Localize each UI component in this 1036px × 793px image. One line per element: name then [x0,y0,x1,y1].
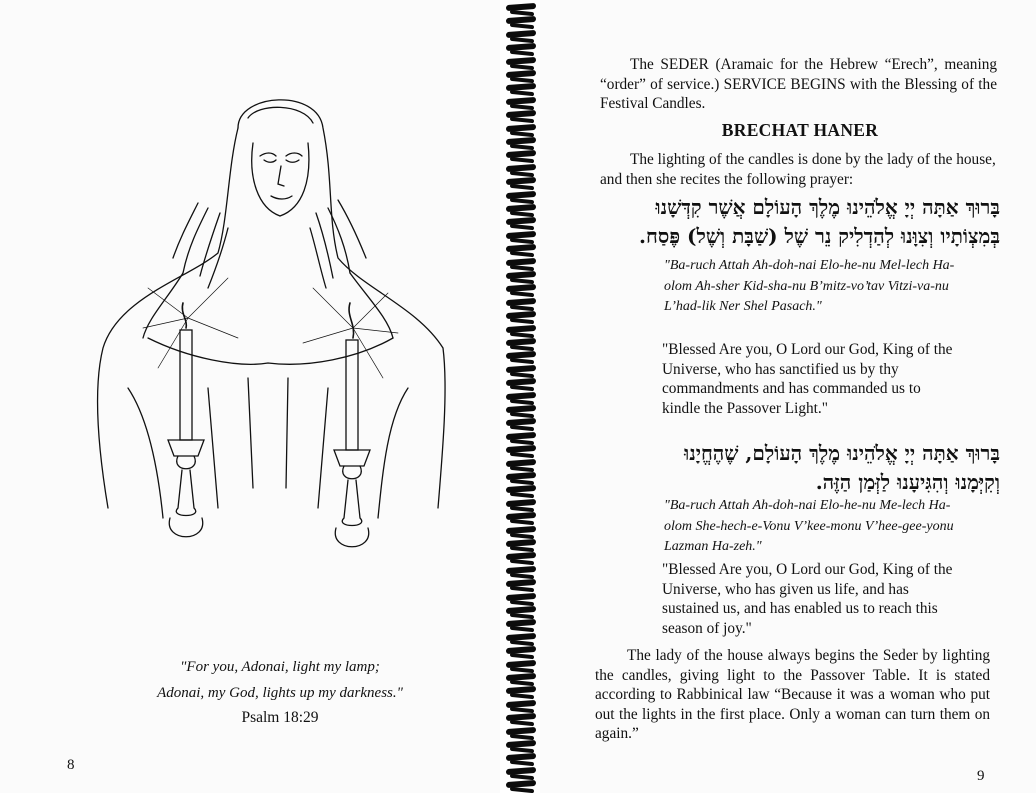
binding-coil [510,331,534,338]
page-number-left: 8 [67,757,75,773]
left-page [0,0,500,793]
binding-coil [510,452,534,459]
binding-coil [510,104,534,111]
binding-coil [510,599,534,606]
binding-coil [510,358,534,365]
binding-coil [510,586,534,593]
binding-coil [510,720,534,727]
blessing2-transliteration: "Ba-ruch Attah Ah-doh-nai Elo-he-nu Me-lech Ha-olom She-hech-e-Vonu V’kee-monu V’hee-gee-yonu Lazman Ha-zeh." [664,498,954,554]
binding-coil [510,693,534,700]
binding-coil [510,23,534,30]
binding-coil [510,666,534,673]
binding-coil [510,90,534,97]
binding-coil [510,37,534,44]
woman-lighting-candles-illustration [88,88,448,573]
binding-coil [510,291,534,298]
binding-coil [510,372,534,379]
closing-paragraph: The lady of the house always begins the Seder by lighting the candles, giving light to the Passover Table. It is stated according to Rabbinical law “Because it was a woman who put out the lights in the first place. Only a woman can turn them on again.” [595,647,990,742]
section-heading: BRECHAT HANER [721,120,879,140]
binding-coil [510,264,534,271]
binding-coil [510,238,534,245]
binding-coil [510,465,534,472]
blessing1-transliteration: "Ba-ruch Attah Ah-doh-nai Elo-he-nu Mel-lech Ha-olom Ah-sher Kid-sha-nu B’mitz-vo’tav Vitzi-va-nu L’had-lik Ner Shel Pasach." [664,258,955,314]
binding-coil [510,130,534,137]
blessing2-translation: "Blessed Are you, O Lord our God, King of the Universe, who has given us life, and has sustained us, and has enabled us to reach this season of joy." [662,561,953,637]
page-number-right: 9 [977,768,985,784]
binding-coil [510,532,534,539]
blessing1-translation: "Blessed Are you, O Lord our God, King of the Universe, who has sanctified us by thy commandments and has commanded us to kindle the Passover Light." [662,341,953,417]
binding-coil [510,50,534,57]
binding-coil [510,787,534,793]
blessing2-hebrew-line1: בָּרוּךְ אַתָּה יְיָ אֱלֹהֵינוּ מֶלֶךְ הָעוֹלָם, שֶׁהֶחֱיָנוּ [684,441,1000,465]
blessing1-hebrew [595,193,1000,251]
binding-coil [510,398,534,405]
blessing2-hebrew [595,439,1000,497]
blessing1-hebrew-line2: בְּמִצְוֹתָיו וְצִוָּנוּ לְהַדְלִיק נֵר שֶׁל (שַׁבָּת וְשֶׁל) פֶּסַח. [639,224,1000,248]
seder-intro-paragraph: The SEDER (Aramaic for the Hebrew “Erech”, meaning “order” of service.) SERVICE BEGINS with the Blessing of the Festival Candles. [600,56,997,112]
binding-coil [510,559,534,566]
blessing2-hebrew-line2: וְקִיְּמָנוּ וְהִגִּיעָנוּ לַזְּמַן הַזֶּה. [815,470,1000,494]
binding-coil [510,733,534,740]
binding-coil [510,184,534,191]
binding-coil [510,506,534,513]
lighting-instruction: The lighting of the candles is done by the lady of the house, and then she recites the following prayer: [600,151,996,188]
binding-coil [510,640,534,647]
binding-coil [510,707,534,714]
binding-coil [510,626,534,633]
binding-coil [510,492,534,499]
binding-coil [510,439,534,446]
binding-coil [510,385,534,392]
binding-coil [510,251,534,258]
spiral-binding [500,0,540,793]
binding-coil [510,224,534,231]
binding-coil [510,171,534,178]
binding-coil [510,318,534,325]
binding-coil [510,117,534,124]
caption-citation: Psalm 18:29 [241,709,319,726]
binding-coil [510,63,534,70]
binding-coil [510,573,534,580]
binding-coil [510,519,534,526]
binding-coil [510,653,534,660]
binding-coil [510,305,534,312]
blessing1-hebrew-line1: בָּרוּךְ אַתָּה יְיָ אֱלֹהֵינוּ מֶלֶךְ הָעוֹלָם אֲשֶׁר קִדְּשָׁנוּ [655,195,1000,219]
binding-coil [510,425,534,432]
caption-line-2: Adonai, my God, lights up my darkness." [157,685,403,701]
caption-line-1: "For you, Adonai, light my lamp; [180,659,380,675]
binding-coil [510,197,534,204]
binding-coil [510,157,534,164]
binding-coil [510,760,534,767]
binding-coil [510,774,534,781]
right-page [540,0,1036,793]
